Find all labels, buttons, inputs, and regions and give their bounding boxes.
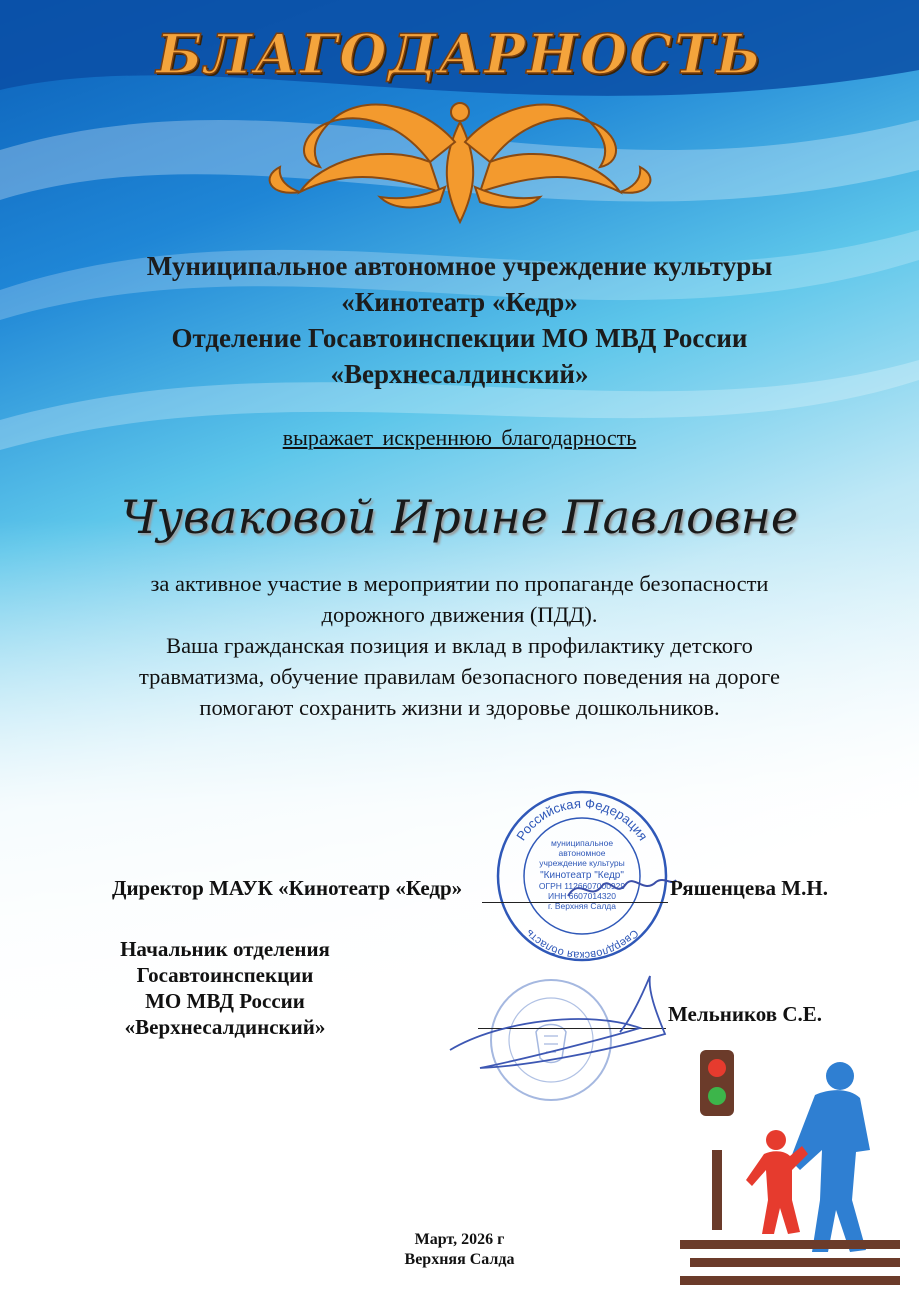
footer-city: Верхняя Салда xyxy=(404,1251,515,1268)
stamp-line-7: г. Верхняя Салда xyxy=(548,901,616,911)
organizations-block xyxy=(0,248,919,392)
footer-date-block xyxy=(0,1230,919,1270)
chief-title-line-3: МО МВД России xyxy=(145,989,305,1013)
stamp-outer-text: Российская Федерация xyxy=(513,795,651,844)
stamp-line-5: ОГРН 1126607000929 xyxy=(538,881,626,891)
chief-title-line-4: «Верхнесалдинский» xyxy=(124,1015,326,1039)
chief-title-line-1: Начальник отделения xyxy=(120,937,330,961)
body-line-2: дорожного движения (ПДД). xyxy=(321,602,598,627)
org-line-2: «Кинотеатр «Кедр» xyxy=(341,287,578,317)
stamp-line-2: автономное xyxy=(558,848,606,858)
body-line-3: Ваша гражданская позиция и вклад в профилактику детского xyxy=(166,633,753,658)
stamp-outer-text-bottom: Свердловская область xyxy=(523,926,641,962)
stamp-line-1: муниципальное xyxy=(550,838,614,848)
body-line-1: за активное участие в мероприятии по пропаганде безопасности xyxy=(150,571,769,596)
director-title: Директор МАУК «Кинотеатр «Кедр» xyxy=(112,876,463,900)
chief-title-line-2: Госавтоинспекции xyxy=(136,963,314,987)
body-line-5: помогают сохранить жизни и здоровье дошкольников. xyxy=(199,695,720,720)
gold-ornament-icon xyxy=(240,82,680,232)
chief-signature-icon xyxy=(440,970,690,1080)
chief-name: Мельников С.Е. xyxy=(668,1002,823,1026)
stamp-line-3: учреждение культуры xyxy=(539,858,625,868)
body-line-4: травматизма, обучение правилам безопасного поведения на дороге xyxy=(139,664,780,689)
certificate-title: БЛАГОДАРНОСТЬ xyxy=(156,22,763,86)
recipient-name: Чуваковой Ирине Павловне xyxy=(120,490,799,544)
footer-date: Март, 2026 г xyxy=(414,1231,505,1248)
org-line-1: Муниципальное автономное учреждение культуры xyxy=(146,251,773,281)
stamp-line-4: "Кинотеатр "Кедр" xyxy=(540,870,624,881)
stamp-line-6: ИНН 6607014320 xyxy=(547,891,617,901)
director-name: Ряшенцева М.Н. xyxy=(670,876,828,900)
org-line-3: Отделение Госавтоинспекции МО МВД России xyxy=(171,323,748,353)
gratitude-body xyxy=(40,568,879,723)
expresses-line: выражает искреннюю благодарность xyxy=(282,425,637,450)
director-signature-icon xyxy=(560,868,680,908)
chief-title xyxy=(100,936,350,1040)
org-line-4: «Верхнесалдинский» xyxy=(330,359,589,389)
